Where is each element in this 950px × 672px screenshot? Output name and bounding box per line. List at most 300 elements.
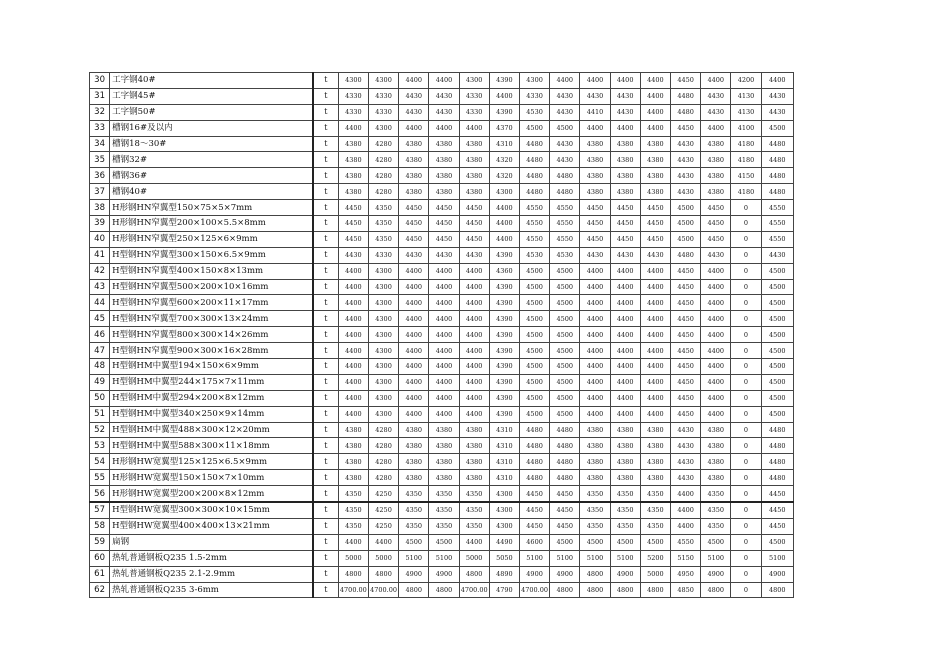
price-cell: 4380 (701, 136, 731, 152)
row-number: 44 (90, 295, 110, 311)
price-cell: 4280 (368, 422, 398, 438)
price-cell: 4700.00 (368, 582, 398, 598)
price-cell: 4350 (368, 231, 398, 247)
price-cell: 4380 (399, 136, 429, 152)
unit-cell: t (313, 73, 338, 89)
price-cell: 4450 (701, 216, 731, 232)
price-cell: 4400 (459, 406, 489, 422)
price-cell: 4400 (580, 295, 610, 311)
price-cell: 4500 (429, 534, 459, 550)
price-cell: 4400 (429, 263, 459, 279)
price-cell: 4250 (368, 518, 398, 534)
price-cell: 4430 (670, 152, 700, 168)
price-cell: 4380 (459, 470, 489, 486)
material-name: H型钢HN窄翼型400×150×8×13mm (110, 263, 313, 279)
material-name: H型钢HN窄翼型900×300×16×28mm (110, 343, 313, 359)
price-cell: 4450 (640, 231, 670, 247)
price-cell: 4900 (399, 566, 429, 582)
price-cell: 4400 (459, 374, 489, 390)
price-cell: 4350 (338, 486, 368, 502)
price-cell: 4500 (519, 295, 549, 311)
price-cell: 4480 (550, 438, 580, 454)
price-cell: 4400 (399, 263, 429, 279)
price-cell: 4450 (701, 231, 731, 247)
unit-cell: t (313, 136, 338, 152)
price-cell: 4330 (368, 88, 398, 104)
row-number: 34 (90, 136, 110, 152)
unit-cell: t (313, 486, 338, 502)
material-name: H型钢HN窄翼型800×300×14×26mm (110, 327, 313, 343)
price-cell: 4500 (519, 406, 549, 422)
price-cell: 4480 (519, 184, 549, 200)
price-cell: 4400 (701, 279, 731, 295)
price-cell: 4550 (519, 231, 549, 247)
price-cell: 4380 (338, 184, 368, 200)
price-cell: 4450 (399, 200, 429, 216)
price-cell: 4500 (519, 390, 549, 406)
material-name: H型钢HM中翼型340×250×9×14mm (110, 406, 313, 422)
price-cell: 4350 (610, 518, 640, 534)
price-cell: 4400 (459, 390, 489, 406)
price-cell: 4400 (429, 279, 459, 295)
price-cell: 4400 (429, 311, 459, 327)
price-cell: 4400 (459, 120, 489, 136)
price-cell: 4400 (338, 120, 368, 136)
price-cell: 5000 (368, 550, 398, 566)
price-cell: 4480 (761, 422, 793, 438)
table-row (90, 120, 794, 136)
price-cell: 4500 (640, 534, 670, 550)
price-cell: 4500 (519, 359, 549, 375)
price-cell: 4450 (338, 200, 368, 216)
price-cell: 4500 (761, 406, 793, 422)
price-cell: 4380 (429, 454, 459, 470)
price-cell: 4400 (580, 263, 610, 279)
price-cell: 4400 (459, 295, 489, 311)
price-cell: 4500 (550, 263, 580, 279)
table-row (90, 136, 794, 152)
price-cell: 4450 (399, 231, 429, 247)
price-cell: 0 (731, 295, 761, 311)
price-cell: 4500 (761, 359, 793, 375)
price-cell: 4450 (580, 216, 610, 232)
row-number: 33 (90, 120, 110, 136)
row-number: 40 (90, 231, 110, 247)
price-cell: 4450 (519, 502, 549, 518)
price-cell: 4500 (519, 327, 549, 343)
price-cell: 4380 (580, 184, 610, 200)
price-cell: 4400 (640, 390, 670, 406)
price-cell: 4430 (459, 247, 489, 263)
price-cell: 4400 (640, 359, 670, 375)
price-cell: 4400 (459, 343, 489, 359)
price-cell: 4380 (459, 136, 489, 152)
price-cell: 4800 (580, 582, 610, 598)
price-cell: 4500 (550, 327, 580, 343)
price-cell: 4400 (701, 311, 731, 327)
price-cell: 4430 (429, 247, 459, 263)
table-row (90, 406, 794, 422)
price-cell: 4450 (761, 502, 793, 518)
material-name: 槽钢36# (110, 168, 313, 184)
price-cell: 4300 (489, 184, 519, 200)
price-cell: 4430 (670, 470, 700, 486)
price-cell: 4380 (701, 152, 731, 168)
price-cell: 4380 (338, 152, 368, 168)
price-cell: 4800 (429, 582, 459, 598)
price-cell: 4800 (550, 582, 580, 598)
price-cell: 4500 (670, 216, 700, 232)
price-cell: 4500 (701, 534, 731, 550)
price-cell: 5100 (519, 550, 549, 566)
price-cell: 4400 (640, 88, 670, 104)
price-cell: 4400 (459, 359, 489, 375)
row-number: 51 (90, 406, 110, 422)
price-cell: 4130 (731, 104, 761, 120)
price-cell: 4450 (670, 327, 700, 343)
price-cell: 4500 (550, 279, 580, 295)
price-cell: 4500 (761, 343, 793, 359)
row-number: 60 (90, 550, 110, 566)
row-number: 35 (90, 152, 110, 168)
table-row (90, 73, 794, 89)
price-cell: 4200 (731, 73, 761, 89)
price-cell: 4400 (429, 120, 459, 136)
price-cell: 4300 (368, 73, 398, 89)
price-cell: 5000 (640, 566, 670, 582)
price-cell: 4280 (368, 136, 398, 152)
material-name: H形钢HW宽翼型150×150×7×10mm (110, 470, 313, 486)
price-cell: 4430 (429, 88, 459, 104)
price-cell: 4380 (338, 470, 368, 486)
price-cell: 4380 (640, 168, 670, 184)
price-cell: 4400 (610, 359, 640, 375)
price-cell: 4300 (368, 406, 398, 422)
price-cell: 4400 (610, 120, 640, 136)
price-cell: 4380 (459, 184, 489, 200)
price-cell: 4400 (429, 406, 459, 422)
row-number: 56 (90, 486, 110, 502)
price-cell: 4450 (640, 216, 670, 232)
price-cell: 4500 (761, 374, 793, 390)
price-cell: 4550 (519, 216, 549, 232)
price-cell: 4400 (338, 374, 368, 390)
unit-cell: t (313, 168, 338, 184)
price-cell: 4400 (550, 73, 580, 89)
price-cell: 4450 (701, 200, 731, 216)
price-cell: 4400 (399, 311, 429, 327)
table-row (90, 231, 794, 247)
price-cell: 4480 (519, 152, 549, 168)
price-cell: 4500 (550, 534, 580, 550)
price-cell: 4350 (368, 200, 398, 216)
unit-cell: t (313, 438, 338, 454)
price-cell: 4300 (368, 295, 398, 311)
table-row (90, 582, 794, 598)
material-name: H形钢HN窄翼型150×75×5×7mm (110, 200, 313, 216)
price-cell: 4380 (399, 184, 429, 200)
row-number: 48 (90, 359, 110, 375)
price-cell: 4480 (519, 454, 549, 470)
price-cell: 4370 (489, 120, 519, 136)
unit-cell: t (313, 518, 338, 534)
price-cell: 4380 (338, 136, 368, 152)
price-cell: 4330 (519, 88, 549, 104)
price-cell: 4300 (368, 279, 398, 295)
price-cell: 4380 (610, 470, 640, 486)
price-cell: 4350 (701, 486, 731, 502)
price-cell: 4500 (761, 279, 793, 295)
unit-cell: t (313, 263, 338, 279)
price-cell: 4400 (429, 73, 459, 89)
price-cell: 4550 (550, 231, 580, 247)
row-number: 31 (90, 88, 110, 104)
price-table (89, 72, 794, 598)
price-cell: 4390 (489, 374, 519, 390)
price-cell: 4400 (610, 73, 640, 89)
price-cell: 4400 (580, 327, 610, 343)
price-cell: 4300 (459, 73, 489, 89)
price-cell: 4400 (459, 311, 489, 327)
price-cell: 4550 (519, 200, 549, 216)
price-cell: 4430 (701, 104, 731, 120)
price-cell: 4400 (489, 88, 519, 104)
table-row (90, 104, 794, 120)
price-cell: 4380 (459, 168, 489, 184)
unit-cell: t (313, 231, 338, 247)
table-row (90, 327, 794, 343)
price-cell: 4400 (399, 327, 429, 343)
price-cell: 5200 (640, 550, 670, 566)
price-cell: 4430 (580, 88, 610, 104)
price-cell: 4130 (731, 88, 761, 104)
row-number: 43 (90, 279, 110, 295)
price-cell: 4400 (610, 279, 640, 295)
price-cell: 4480 (519, 422, 549, 438)
table-row (90, 550, 794, 566)
price-cell: 4430 (640, 247, 670, 263)
table-row (90, 216, 794, 232)
price-cell: 5000 (459, 550, 489, 566)
price-cell: 4350 (580, 502, 610, 518)
price-cell: 4180 (731, 184, 761, 200)
price-cell: 4430 (550, 104, 580, 120)
price-cell: 4450 (580, 200, 610, 216)
price-cell: 4380 (701, 438, 731, 454)
price-cell: 4450 (670, 343, 700, 359)
price-cell: 4430 (670, 136, 700, 152)
price-cell: 4400 (399, 406, 429, 422)
price-cell: 4400 (640, 406, 670, 422)
price-cell: 4350 (640, 486, 670, 502)
price-cell: 4480 (761, 438, 793, 454)
material-name: H型钢HM中翼型244×175×7×11mm (110, 374, 313, 390)
price-cell: 4500 (550, 374, 580, 390)
price-cell: 4350 (580, 486, 610, 502)
price-cell: 4400 (338, 311, 368, 327)
price-cell: 4500 (399, 534, 429, 550)
table-row (90, 534, 794, 550)
price-cell: 4250 (368, 502, 398, 518)
price-cell: 4480 (761, 152, 793, 168)
price-cell: 4380 (399, 454, 429, 470)
table-row (90, 311, 794, 327)
price-cell: 4400 (640, 73, 670, 89)
material-name: 槽钢40# (110, 184, 313, 200)
price-cell: 4100 (731, 120, 761, 136)
price-cell: 4380 (640, 184, 670, 200)
price-cell: 4900 (550, 566, 580, 582)
row-number: 37 (90, 184, 110, 200)
price-cell: 4400 (399, 390, 429, 406)
price-cell: 4350 (338, 502, 368, 518)
table-row (90, 422, 794, 438)
price-cell: 4450 (338, 231, 368, 247)
table-row (90, 374, 794, 390)
price-cell: 4800 (368, 566, 398, 582)
price-cell: 0 (731, 550, 761, 566)
price-cell: 4400 (580, 374, 610, 390)
price-cell: 4380 (610, 136, 640, 152)
price-cell: 4350 (580, 518, 610, 534)
row-number: 50 (90, 390, 110, 406)
price-cell: 4500 (670, 200, 700, 216)
price-cell: 4380 (701, 184, 731, 200)
table-row (90, 263, 794, 279)
table-row (90, 343, 794, 359)
price-cell: 4400 (610, 406, 640, 422)
price-cell: 4500 (519, 279, 549, 295)
price-cell: 4500 (519, 374, 549, 390)
price-cell: 0 (731, 247, 761, 263)
price-cell: 5100 (580, 550, 610, 566)
price-cell: 4400 (701, 120, 731, 136)
price-cell: 4390 (489, 279, 519, 295)
price-cell: 4900 (610, 566, 640, 582)
price-cell: 5100 (610, 550, 640, 566)
price-cell: 5100 (761, 550, 793, 566)
price-cell: 4450 (610, 216, 640, 232)
material-name: H型钢HN窄翼型700×300×13×24mm (110, 311, 313, 327)
price-cell: 4380 (701, 454, 731, 470)
price-cell: 4380 (580, 136, 610, 152)
price-cell: 4300 (368, 359, 398, 375)
unit-cell: t (313, 502, 338, 518)
price-cell: 4850 (670, 582, 700, 598)
price-cell: 4950 (670, 566, 700, 582)
price-cell: 4400 (429, 343, 459, 359)
price-cell: 4400 (580, 120, 610, 136)
price-cell: 4400 (580, 359, 610, 375)
unit-cell: t (313, 406, 338, 422)
price-cell: 4380 (580, 470, 610, 486)
unit-cell: t (313, 311, 338, 327)
price-cell: 4800 (610, 582, 640, 598)
material-name: 工字钢45# (110, 88, 313, 104)
price-cell: 4800 (459, 566, 489, 582)
price-cell: 4400 (610, 374, 640, 390)
price-cell: 4400 (610, 390, 640, 406)
material-name: 热轧普通钢板Q235 2.1-2.9mm (110, 566, 313, 582)
price-cell: 4150 (731, 168, 761, 184)
price-cell: 4400 (610, 327, 640, 343)
price-cell: 4480 (761, 470, 793, 486)
price-cell: 4350 (701, 518, 731, 534)
price-cell: 4450 (429, 231, 459, 247)
row-number: 52 (90, 422, 110, 438)
material-name: 热轧普通钢板Q235 1.5-2mm (110, 550, 313, 566)
price-cell: 4400 (640, 327, 670, 343)
price-cell: 4800 (640, 582, 670, 598)
price-cell: 0 (731, 216, 761, 232)
price-cell: 0 (731, 343, 761, 359)
material-name: 工字钢40# (110, 73, 313, 89)
price-cell: 4400 (610, 295, 640, 311)
row-number: 39 (90, 216, 110, 232)
price-cell: 0 (731, 454, 761, 470)
price-cell: 4400 (489, 231, 519, 247)
price-cell: 4380 (580, 422, 610, 438)
price-cell: 4480 (519, 438, 549, 454)
price-cell: 4900 (519, 566, 549, 582)
price-cell: 4350 (399, 502, 429, 518)
price-cell: 4500 (519, 120, 549, 136)
price-cell: 4300 (489, 518, 519, 534)
price-cell: 4180 (731, 136, 761, 152)
unit-cell: t (313, 359, 338, 375)
price-cell: 4450 (670, 359, 700, 375)
price-cell: 4380 (399, 168, 429, 184)
price-cell: 4380 (459, 438, 489, 454)
price-cell: 4550 (670, 534, 700, 550)
price-cell: 4430 (761, 104, 793, 120)
price-cell: 4480 (761, 184, 793, 200)
material-name: H型钢HN窄翼型500×200×10×16mm (110, 279, 313, 295)
price-cell: 4300 (368, 374, 398, 390)
price-cell: 0 (731, 406, 761, 422)
price-cell: 4450 (670, 311, 700, 327)
price-cell: 4380 (640, 152, 670, 168)
price-cell: 4430 (670, 422, 700, 438)
table-row (90, 486, 794, 502)
price-cell: 4380 (580, 454, 610, 470)
table-row (90, 247, 794, 263)
unit-cell: t (313, 247, 338, 263)
price-cell: 0 (731, 359, 761, 375)
price-cell: 0 (731, 518, 761, 534)
price-cell: 4480 (761, 168, 793, 184)
price-cell: 4900 (761, 566, 793, 582)
price-cell: 4430 (610, 88, 640, 104)
price-cell: 4450 (610, 200, 640, 216)
price-cell: 4400 (761, 73, 793, 89)
price-cell: 4900 (429, 566, 459, 582)
material-name: H型钢HW宽翼型300×300×10×15mm (110, 502, 313, 518)
row-number: 42 (90, 263, 110, 279)
price-cell: 4500 (519, 343, 549, 359)
price-cell: 4350 (640, 502, 670, 518)
price-cell: 4400 (670, 502, 700, 518)
row-number: 54 (90, 454, 110, 470)
unit-cell: t (313, 390, 338, 406)
price-cell: 4400 (640, 295, 670, 311)
price-cell: 4450 (640, 200, 670, 216)
price-cell: 5100 (550, 550, 580, 566)
unit-cell: t (313, 200, 338, 216)
price-cell: 4480 (550, 422, 580, 438)
price-cell: 4400 (489, 200, 519, 216)
price-cell: 4400 (399, 295, 429, 311)
